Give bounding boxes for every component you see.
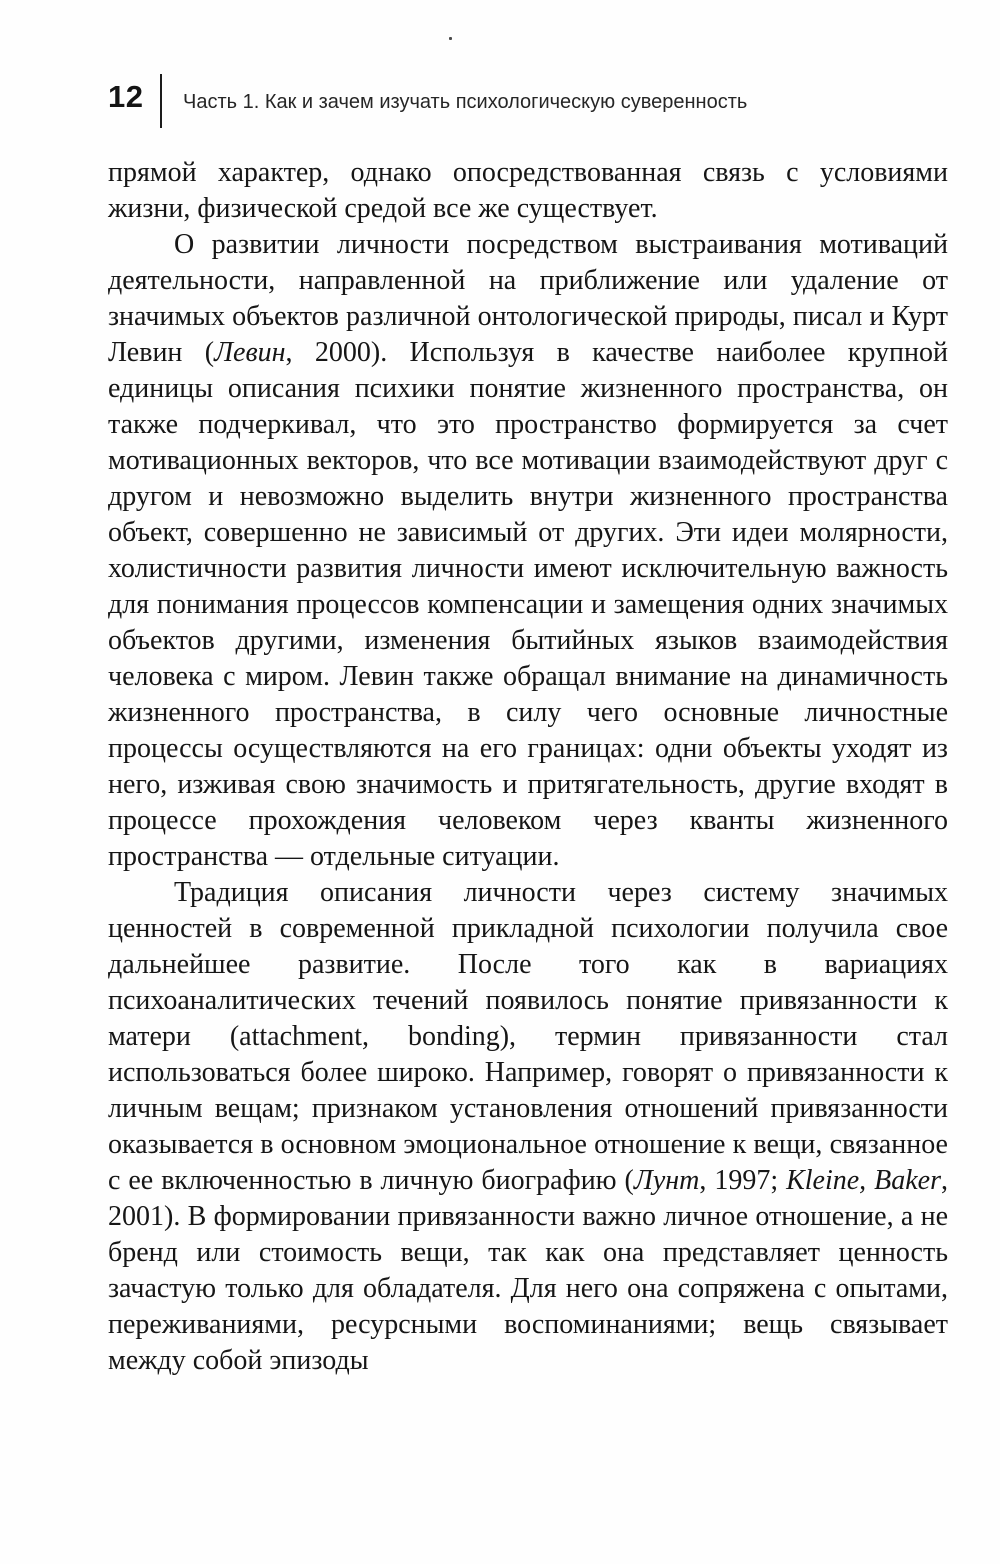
header-divider: [160, 74, 162, 128]
scan-artifact-dot: [449, 37, 452, 40]
text-run: , 2000). Используя в качестве наиболее крупной единицы описания психики понятие жизненного пространства, он также подчеркивал, что это пространство формируется за счет мотивационных векторов, что все мотивации взаимодействуют друг с другом и невозможно выделить внутри жизненного пространства объект, совершенно не зависимый от других. Эти идеи молярности, холистичности развития личности имеют исключительную важность для понимания процессов компенсации и замещения одних значимых объектов другими, изменения бытийных языков взаимодействия человека с миром. Левин также обращал внимание на динамичность жизненного пространства, в силу чего основные личностные процессы осуществляются на его границах: одни объекты уходят из него, изживая свою значимость и притягательность, другие входят в процессе прохождения человеком через кванты жизненного пространства — отдельные ситуации.: [108, 337, 948, 872]
page-body: [108, 155, 948, 1379]
text-run: Традиция описания личности через систему значимых ценностей в современной прикладной психологии получила свое дальнейшее развитие. После того как в вариациях психоаналитических течений появилось понятие привязанности к матери (attachment, bonding), термин привязанности стал использоваться более широко. Например, говорят о привязанности к личным вещам; признаком установления отношений привязанности оказывается в основном эмоциональное отношение к вещи, связанное с ее включенностью в личную биографию (: [108, 877, 948, 1196]
running-title: Часть 1. Как и зачем изучать психологическую суверенность: [183, 91, 748, 113]
citation-italic-run: Лунт: [633, 1165, 700, 1196]
text-run: прямой характер, однако опосредствованная связь с условиями жизни, физической средой все же существует.: [108, 157, 948, 224]
paragraph: [108, 875, 948, 1379]
text-run: О развитии личности посредством выстраивания мотиваций деятельности, направленной на приближение или удаление от значимых объектов различной онтологической природы, писал и Курт Левин (: [108, 229, 948, 368]
page-header: [108, 74, 948, 130]
paragraph: [108, 227, 948, 875]
page-number: 12: [108, 79, 144, 114]
text-run: , 1997;: [699, 1165, 787, 1196]
citation-italic-run: Kleine, Baker: [786, 1165, 941, 1196]
citation-italic-run: Левин: [214, 337, 286, 368]
text-run: , 2001). В формировании привязанности важно личное отношение, а не бренд или стоимость вещи, так как она представляет ценность зачастую только для обладателя. Для него она сопряжена с опытами, переживаниями, ресурсными воспоминаниями; вещь связывает между собой эпизоды: [108, 1165, 948, 1376]
paragraph: [108, 155, 948, 227]
